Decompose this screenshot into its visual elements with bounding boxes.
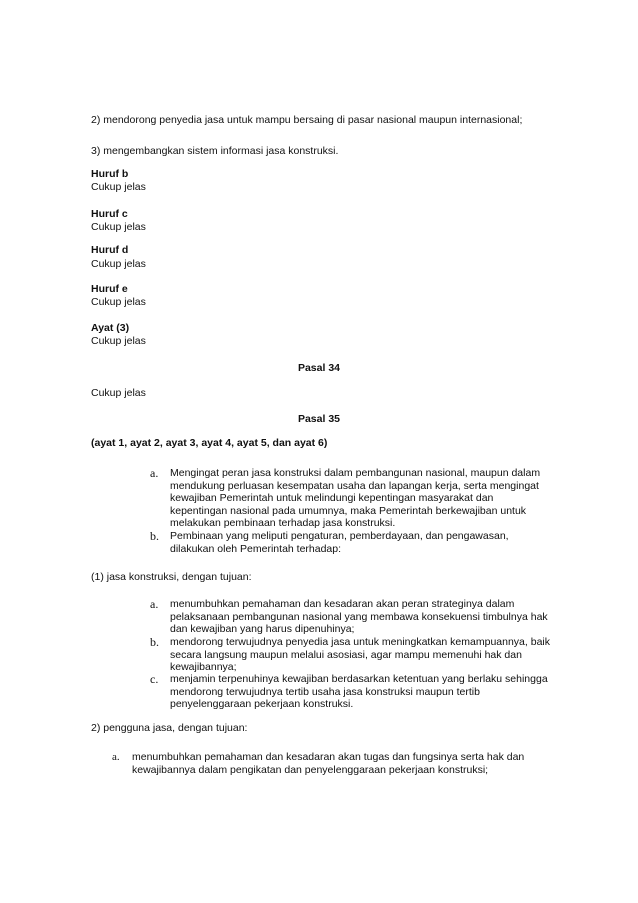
text-cukup-jelas-e: Cukup jelas [91, 296, 146, 308]
list-item-text: menumbuhkan pemahaman dan kesadaran akan peran strateginya dalam pelaksanaan pembangunan nasional yang membawa konsekuensi timbulnya hak dan kewajiban yang harus dipenuhinya; [170, 598, 548, 636]
list-item [150, 636, 550, 674]
list-item-text: mendorong terwujudnya penyedia jasa untuk meningkatkan kemampuannya, baik secara langsung maupun melalui asosiasi, agar mampu memenuhi hak dan kewajibannya; [170, 636, 550, 674]
heading-huruf-c: Huruf c [91, 208, 128, 220]
list-item [150, 673, 550, 711]
text-cukup-jelas-c: Cukup jelas [91, 221, 146, 233]
heading-huruf-b: Huruf b [91, 168, 129, 180]
text-cukup-jelas-d: Cukup jelas [91, 258, 146, 270]
list-marker: b. [150, 529, 159, 543]
text-cukup-jelas-pasal34: Cukup jelas [91, 387, 146, 399]
list-marker: a. [150, 466, 159, 480]
heading-pasal-35: Pasal 35 [297, 413, 341, 425]
list-item [150, 598, 550, 636]
heading-jasa-konstruksi: (1) jasa konstruksi, dengan tujuan: [91, 571, 252, 583]
paragraph-item-3: 3) mengembangkan sistem informasi jasa konstruksi. [91, 145, 339, 157]
list-marker: c. [150, 672, 159, 686]
list-marker: b. [150, 635, 159, 649]
list-item [112, 751, 552, 777]
list-item-text: Mengingat peran jasa konstruksi dalam pembangunan nasional, maupun dalam mendukung perluasan kesempatan usaha dan lapangan kerja, serta mengingat kewajiban Pemerintah untuk melindungi kepentingan masyarakat dan kepentingan nasional pada umumnya, maka Pemerintah berkewajiban untuk melakukan pembinaan terhadap jasa konstruksi. [170, 467, 541, 530]
list-marker: a. [112, 751, 120, 763]
list-item-text: menjamin terpenuhinya kewajiban berdasarkan ketentuan yang berlaku sehingga mendorong terwujudnya tertib usaha jasa konstruksi maupun tertib penyelenggaraan pekerjaan konstruksi. [170, 673, 548, 711]
list-item-text: menumbuhkan pemahaman dan kesadaran akan tugas dan fungsinya serta hak dan kewajibannya dalam pengikatan dan penyelenggaraan pekerjaan konstruksi; [132, 751, 525, 776]
text-cukup-jelas-ayat3: Cukup jelas [91, 335, 146, 347]
list-marker: a. [150, 597, 159, 611]
list-item [150, 530, 550, 555]
list-item-text: Pembinaan yang meliputi pengaturan, pemberdayaan, dan pengawasan, dilakukan oleh Pemerintah terhadap: [170, 530, 509, 555]
heading-huruf-e: Huruf e [91, 283, 128, 295]
list-item [150, 467, 550, 530]
heading-pengguna-jasa: 2) pengguna jasa, dengan tujuan: [91, 722, 248, 734]
text-cukup-jelas-b: Cukup jelas [91, 181, 146, 193]
heading-pasal-34: Pasal 34 [297, 362, 341, 374]
heading-ayat-list: (ayat 1, ayat 2, ayat 3, ayat 4, ayat 5, dan ayat 6) [91, 437, 328, 449]
heading-huruf-d: Huruf d [91, 244, 129, 256]
heading-ayat-3: Ayat (3) [91, 322, 130, 334]
paragraph-item-2: 2) mendorong penyedia jasa untuk mampu bersaing di pasar nasional maupun internasional; [91, 114, 523, 126]
